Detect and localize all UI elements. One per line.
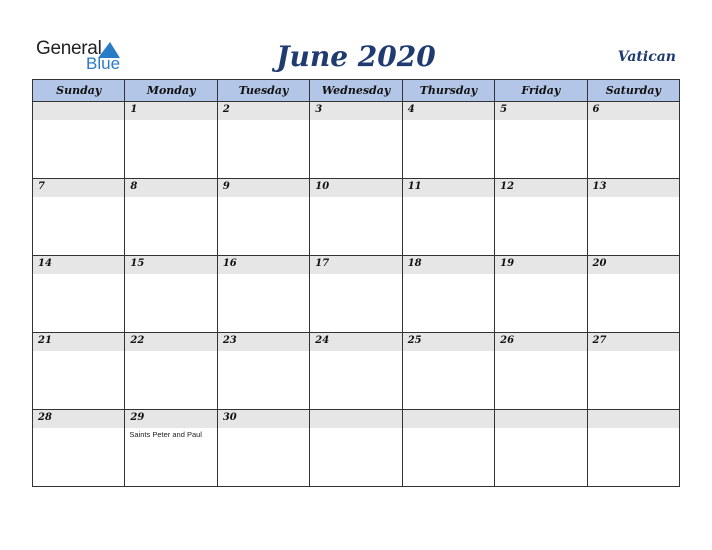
day-number-bar bbox=[33, 179, 124, 197]
country-label: Vatican bbox=[617, 49, 676, 65]
day-number-bar bbox=[403, 333, 494, 351]
calendar-grid bbox=[32, 79, 680, 487]
day-number: 27 bbox=[592, 335, 607, 346]
day-cell[interactable] bbox=[217, 410, 309, 487]
day-number-bar bbox=[310, 179, 401, 197]
day-number-bar bbox=[310, 410, 401, 428]
week-row bbox=[33, 179, 680, 256]
day-number-bar bbox=[218, 256, 309, 274]
weekday-wednesday: Wednesday bbox=[310, 80, 402, 102]
day-cell[interactable] bbox=[33, 256, 125, 333]
weekday-header-row bbox=[33, 80, 680, 102]
day-number: 15 bbox=[130, 258, 145, 269]
weekday-friday: Friday bbox=[495, 80, 587, 102]
day-cell[interactable] bbox=[125, 410, 217, 487]
day-cell[interactable] bbox=[587, 333, 679, 410]
day-number-bar bbox=[125, 256, 216, 274]
day-number-bar bbox=[403, 102, 494, 120]
day-cell[interactable] bbox=[217, 179, 309, 256]
day-number: 29 bbox=[130, 412, 145, 423]
day-cell[interactable] bbox=[402, 410, 494, 487]
day-number-bar bbox=[310, 102, 401, 120]
day-number: 24 bbox=[315, 335, 330, 346]
day-number: 11 bbox=[407, 181, 422, 192]
day-number-bar bbox=[125, 179, 216, 197]
day-number: 7 bbox=[38, 181, 45, 192]
day-cell[interactable] bbox=[310, 102, 402, 179]
day-cell[interactable] bbox=[125, 179, 217, 256]
day-number-bar bbox=[125, 410, 216, 428]
day-number-bar bbox=[125, 102, 216, 120]
day-cell[interactable] bbox=[495, 333, 587, 410]
day-number-bar bbox=[33, 333, 124, 351]
day-number-bar bbox=[125, 333, 216, 351]
day-number-bar bbox=[588, 410, 679, 428]
day-number-bar bbox=[495, 333, 586, 351]
day-number-bar bbox=[495, 410, 586, 428]
day-number-bar bbox=[495, 179, 586, 197]
day-number: 13 bbox=[592, 181, 607, 192]
day-number-bar bbox=[495, 102, 586, 120]
day-cell[interactable] bbox=[33, 410, 125, 487]
day-number-bar bbox=[588, 102, 679, 120]
logo-text-general: General bbox=[36, 38, 102, 59]
day-number: 25 bbox=[407, 335, 422, 346]
day-number-bar bbox=[495, 256, 586, 274]
day-cell[interactable] bbox=[587, 179, 679, 256]
week-row bbox=[33, 333, 680, 410]
day-number: 10 bbox=[315, 181, 330, 192]
day-number: 6 bbox=[592, 104, 600, 115]
day-number: 30 bbox=[222, 412, 237, 423]
day-number: 17 bbox=[315, 258, 330, 269]
day-number-bar bbox=[33, 102, 124, 120]
day-cell[interactable] bbox=[402, 256, 494, 333]
day-number-bar bbox=[310, 256, 401, 274]
day-cell[interactable] bbox=[402, 179, 494, 256]
day-cell[interactable] bbox=[495, 102, 587, 179]
day-number-bar bbox=[310, 333, 401, 351]
day-cell[interactable] bbox=[402, 102, 494, 179]
day-cell[interactable] bbox=[125, 256, 217, 333]
weekday-monday: Monday bbox=[125, 80, 217, 102]
day-number: 12 bbox=[500, 181, 515, 192]
weekday-tuesday: Tuesday bbox=[217, 80, 309, 102]
day-cell[interactable] bbox=[310, 410, 402, 487]
day-number: 9 bbox=[222, 181, 230, 192]
day-number: 16 bbox=[222, 258, 237, 269]
day-cell[interactable] bbox=[310, 333, 402, 410]
day-number-bar bbox=[218, 333, 309, 351]
day-number: 4 bbox=[407, 104, 415, 115]
day-cell[interactable] bbox=[587, 410, 679, 487]
day-cell[interactable] bbox=[33, 333, 125, 410]
weekday-thursday: Thursday bbox=[402, 80, 494, 102]
logo-text-blue: Blue bbox=[86, 54, 121, 73]
day-number-bar bbox=[588, 179, 679, 197]
day-number-bar bbox=[218, 102, 309, 120]
day-cell[interactable] bbox=[217, 102, 309, 179]
day-number: 5 bbox=[500, 104, 508, 115]
day-cell[interactable] bbox=[217, 333, 309, 410]
day-cell[interactable] bbox=[125, 102, 217, 179]
day-cell[interactable] bbox=[310, 179, 402, 256]
day-cell[interactable] bbox=[495, 410, 587, 487]
week-row bbox=[33, 410, 680, 487]
day-number-bar bbox=[403, 256, 494, 274]
day-cell[interactable] bbox=[402, 333, 494, 410]
day-cell[interactable] bbox=[495, 256, 587, 333]
weekday-sunday: Sunday bbox=[33, 80, 125, 102]
day-cell[interactable] bbox=[587, 256, 679, 333]
day-cell[interactable] bbox=[495, 179, 587, 256]
calendar-title: June 2020 bbox=[276, 40, 436, 73]
week-row bbox=[33, 256, 680, 333]
day-number-bar bbox=[218, 179, 309, 197]
day-number-bar bbox=[403, 179, 494, 197]
day-number: 23 bbox=[222, 335, 237, 346]
day-cell[interactable] bbox=[310, 256, 402, 333]
day-cell[interactable] bbox=[587, 102, 679, 179]
day-cell[interactable] bbox=[125, 333, 217, 410]
day-number: 18 bbox=[407, 258, 422, 269]
day-number: 20 bbox=[592, 258, 607, 269]
day-number: 26 bbox=[500, 335, 515, 346]
day-number: 1 bbox=[130, 104, 138, 115]
day-cell[interactable] bbox=[33, 179, 125, 256]
day-number: 14 bbox=[38, 258, 52, 269]
week-row bbox=[33, 102, 680, 179]
day-number-bar bbox=[218, 410, 309, 428]
day-number-bar bbox=[403, 410, 494, 428]
day-number: 8 bbox=[130, 181, 138, 192]
day-number-bar bbox=[33, 410, 124, 428]
weekday-saturday: Saturday bbox=[587, 80, 679, 102]
day-number: 2 bbox=[222, 104, 230, 115]
day-number: 28 bbox=[38, 412, 52, 423]
day-number: 19 bbox=[500, 258, 515, 269]
day-number: 22 bbox=[130, 335, 145, 346]
day-number-bar bbox=[33, 256, 124, 274]
day-cell[interactable] bbox=[217, 256, 309, 333]
day-number: 3 bbox=[315, 104, 323, 115]
day-number-bar bbox=[588, 333, 679, 351]
day-number-bar bbox=[588, 256, 679, 274]
day-number: 21 bbox=[38, 335, 52, 346]
day-cell[interactable] bbox=[33, 102, 125, 179]
holiday-label: Saints Peter and Paul bbox=[129, 430, 202, 439]
